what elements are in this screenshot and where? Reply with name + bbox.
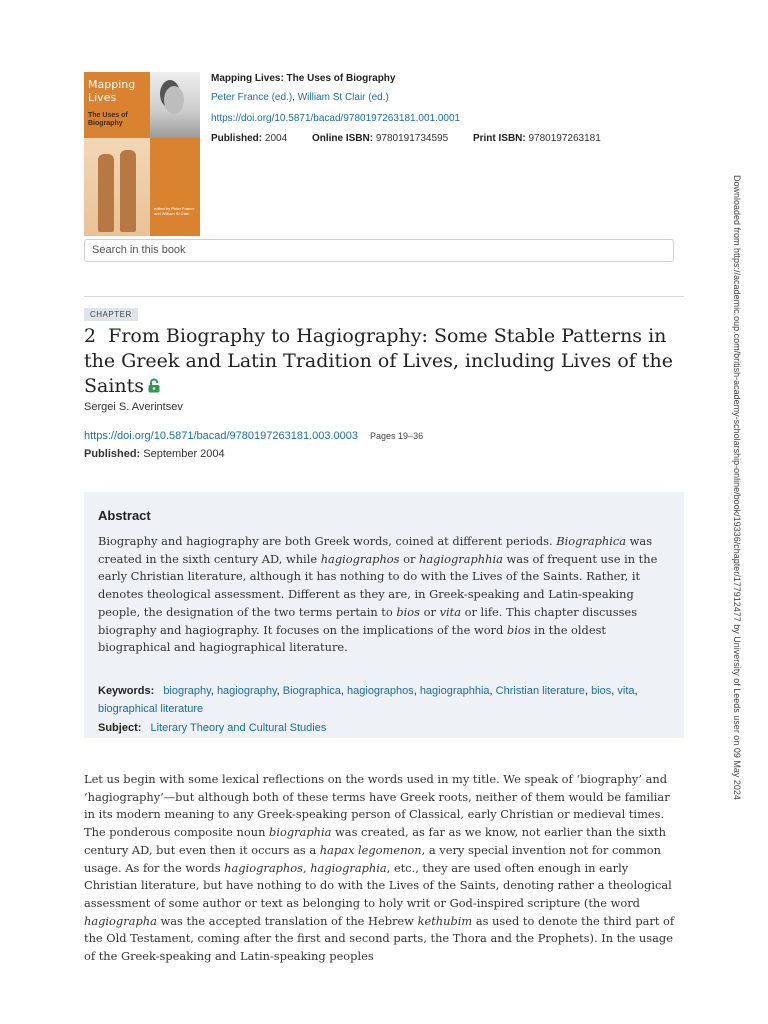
keyword-link[interactable]: vita xyxy=(617,684,635,697)
chapter-number: 2 xyxy=(84,325,97,347)
keyword-link[interactable]: hagiographos xyxy=(347,684,414,697)
subject-label: Subject: xyxy=(98,721,142,734)
chapter-published xyxy=(84,448,225,460)
chapter-title xyxy=(84,324,684,400)
cover-title: Mapping Lives xyxy=(88,78,136,104)
chapter-doi-link[interactable]: https://doi.org/10.5871/bacad/9780197263181.003.0003 xyxy=(84,430,359,442)
keyword-link[interactable]: hagiographhia xyxy=(419,684,490,697)
chapter-author[interactable]: Sergei S. Averintsev xyxy=(84,401,183,413)
chapter-body-paragraph: Let us begin with some lexical reflections on the words used in my title. We speak of ‘biography’ and ‘hagiography’—but although both of these terms have Greek roots, neither of them would be familiar in its modern meaning to any Greek-speaking person of Classical, early Christian or medieval times. The ponderous composite noun biographia was created, as far as we know, not earlier than the sixth century AD, but even then it occurs as a hapax legomenon, a very special invention not for common usage. As for the words hagiographos, hagiographia, etc., they are used often enough in early Christian literature, but have nothing to do with the Lives of the Saints, denoting rather a theological assessment of some author or text as belonging to holy writ or God-inspired scripture (the word hagiographa was the accepted translation of the Hebrew kethubim as used to denote the third part of the Old Testament, coming after the first and second parts, the Thora and the Prophets). In the usage of the Greek-speaking and Latin-speaking peoples xyxy=(84,772,675,964)
open-access-lock-icon xyxy=(148,375,160,400)
editor-link-st-clair[interactable]: William St Clair (ed.) xyxy=(297,92,389,103)
abstract-panel xyxy=(84,492,684,738)
chapter-published-label: Published: xyxy=(84,448,141,460)
online-isbn-label: Online ISBN: xyxy=(311,133,374,144)
book-publication-info xyxy=(211,133,601,144)
online-isbn-value: 9780191734595 xyxy=(375,133,449,144)
subject-row xyxy=(98,722,670,734)
book-title[interactable]: Mapping Lives: The Uses of Biography xyxy=(211,73,396,84)
print-isbn-value: 9780197263181 xyxy=(528,133,601,144)
book-editors: Peter France (ed.), William St Clair (ed.) xyxy=(211,92,389,103)
download-watermark: Downloaded from https://academic.oup.com/british-academy-scholarship-online/book/19336/chapter/177912477 by University of Leeds user on 09 May 2024 xyxy=(732,175,742,800)
book-cover-image[interactable] xyxy=(84,72,200,236)
keywords-label: Keywords: xyxy=(98,684,155,697)
keyword-link[interactable]: biographical literature xyxy=(98,702,204,715)
keywords-row: Keywords: biography, hagiography, Biographica, hagiographos, hagiographhia, Christian literature, bios, vita, biographical literature xyxy=(98,684,638,715)
cover-editors: edited by Peter France and William St Clair xyxy=(154,206,195,216)
abstract-heading: Abstract xyxy=(98,508,151,523)
chapter-published-value: September 2004 xyxy=(143,448,225,460)
editor-link-france[interactable]: Peter France (ed.) xyxy=(211,92,293,103)
book-doi-link[interactable]: https://doi.org/10.5871/bacad/9780197263181.001.0001 xyxy=(211,113,461,124)
cover-subtitle: The Uses of Biography xyxy=(88,112,128,127)
cover-portrait xyxy=(150,72,200,138)
cover-statues xyxy=(84,138,150,236)
keyword-link[interactable]: biography xyxy=(163,684,211,697)
book-published-label: Published: xyxy=(211,133,263,144)
subject-link[interactable]: Literary Theory and Cultural Studies xyxy=(150,721,327,734)
chapter-title-text: From Biography to Hagiography: Some Stable Patterns in the Greek and Latin Tradition of Lives, including Lives of the Saints xyxy=(84,325,673,397)
abstract-text: Biography and hagiography are both Greek words, coined at different periods. Biographica was created in the sixth century AD, while hagiographos or hagiographhia was of frequent use in the early Christian literature, although it has nothing to do with the Lives of the Saints. Rather, it denotes theological assessment. Different as they are, in Greek-speaking and Latin-speaking people, the designation of the two terms pertain to bios or vita or life. This chapter discusses biography and hagiography. It focuses on the implications of the word bios in the oldest biographical and hagiographical literature. xyxy=(98,534,658,655)
book-published-value: 2004 xyxy=(264,133,288,144)
chapter-doi-row xyxy=(84,430,423,442)
divider xyxy=(84,296,684,297)
chapter-pages: Pages 19–36 xyxy=(370,431,424,441)
chapter-badge: CHAPTER xyxy=(84,308,138,321)
keyword-link[interactable]: bios xyxy=(591,684,612,697)
book-metadata xyxy=(211,73,601,144)
keyword-link[interactable]: Christian literature xyxy=(495,684,585,697)
keyword-link[interactable]: Biographica xyxy=(282,684,341,697)
print-isbn-label: Print ISBN: xyxy=(472,133,526,144)
keyword-link[interactable]: hagiography xyxy=(216,684,277,697)
search-in-book-input[interactable]: Search in this book xyxy=(84,239,674,262)
